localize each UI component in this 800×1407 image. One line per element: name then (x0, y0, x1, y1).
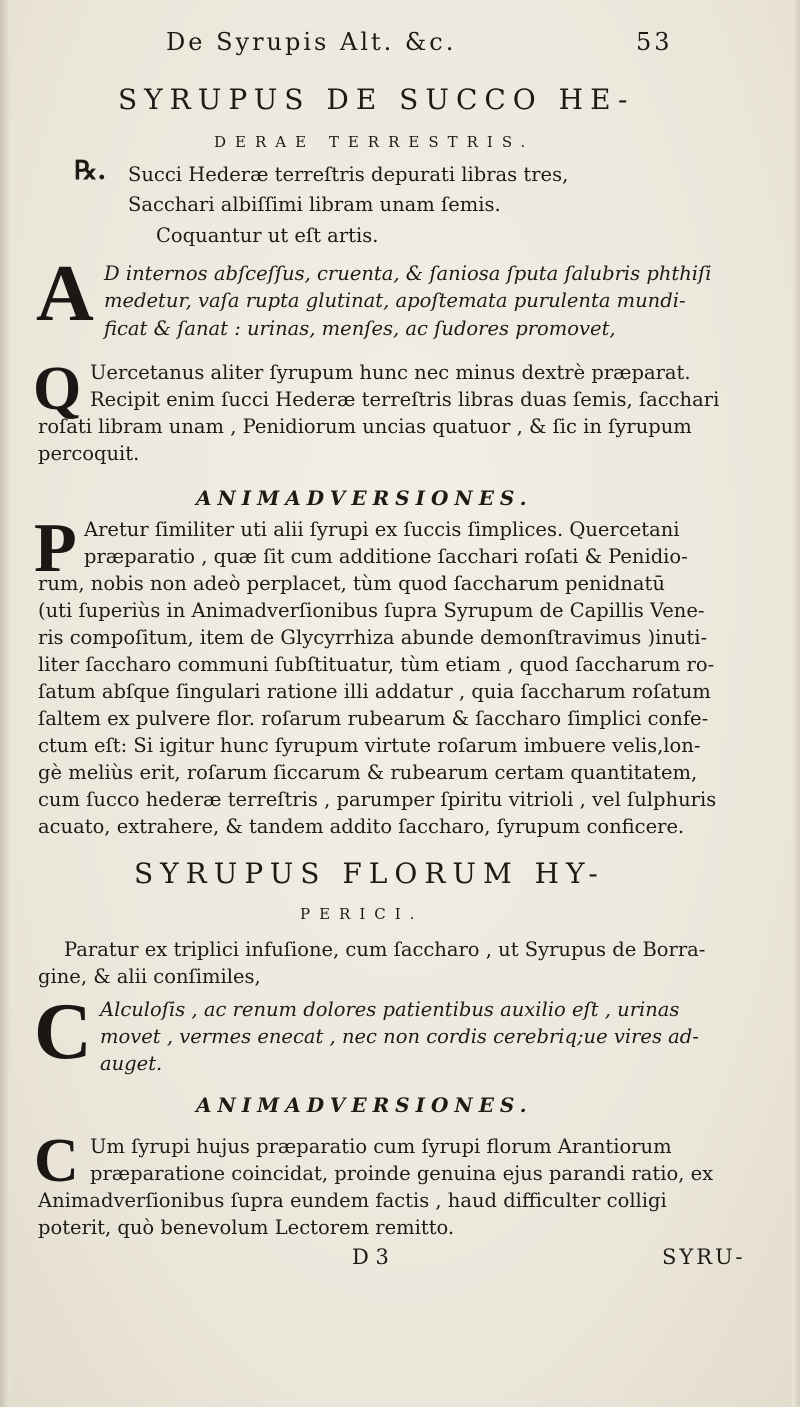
text-line: præparatio , quæ ſit cum additione ſacchari roſati & Penidio- (84, 545, 688, 568)
text-line: acuato, extrahere, & tandem addito ſaccharo, ſyrupum conficere. (38, 815, 685, 838)
section-title: SYRUPUS DE SUCCO HE- (118, 83, 635, 116)
virtue-line: ficat & ſanat : urinas, menſes, ac ſudores promovet, (104, 317, 616, 340)
text-line: liter ſaccharo communi ſubſtituatur, tùm etiam , quod ſaccharum ro- (38, 653, 715, 676)
virtue-line: medetur, vaſa rupta glutinat, apoſtemata purulenta mundi- (104, 289, 686, 312)
page-edge-left (0, 0, 10, 1407)
section-heading: ANIMADVERSIONES. (196, 1093, 533, 1117)
virtue-line: movet , vermes enecat , nec non cordis cerebriq;ue vires ad- (100, 1025, 699, 1048)
signature-mark: D 3 (352, 1245, 389, 1269)
drop-cap: A (36, 250, 94, 338)
drop-cap: P (34, 510, 77, 587)
text-line: gine, & alii conſimiles, (38, 965, 261, 988)
text-line: Um ſyrupi hujus præparatio cum ſyrupi florum Arantiorum (90, 1135, 672, 1158)
text-line: (uti ſuperiùs in Animadverſionibus ſupra Syrupum de Capillis Vene- (38, 599, 705, 622)
text-line: percoquit. (38, 442, 140, 465)
text-line: poterit, quò benevolum Lectorem remitto. (38, 1216, 455, 1239)
recipe-line: Sacchari albiſſimi libram unam ſemis. (128, 193, 501, 216)
text-line: ris compoſitum, item de Glycyrrhiza abunde demonſtravimus )inuti- (38, 626, 708, 649)
running-title: De Syrupis Alt. &c. (166, 28, 457, 56)
text-line: præparatione coincidat, proinde genuina ejus parandi ratio, ex (90, 1162, 714, 1185)
text-line: Recipit enim ſucci Hederæ terreſtris libras duas ſemis, ſacchari (90, 388, 720, 411)
section-title: SYRUPUS FLORUM HY- (134, 857, 605, 890)
virtue-line: auget. (100, 1052, 163, 1075)
text-line: ctum eſt: Si igitur hunc ſyrupum virtute roſarum imbuere velis,lon- (38, 734, 701, 757)
text-line: Animadverſionibus ſupra eundem factis , haud difficulter colligi (38, 1189, 667, 1212)
recipe-line: Coquantur ut eſt artis. (156, 224, 379, 247)
drop-cap: C (34, 988, 92, 1076)
text-line: Paratur ex triplici infuſione, cum ſaccharo , ut Syrupus de Borra- (64, 938, 706, 961)
section-heading: ANIMADVERSIONES. (196, 486, 533, 510)
text-line: Uercetanus aliter ſyrupum hunc nec minus dextrè præparat. (90, 361, 691, 384)
text-line: rum, nobis non adeò perplacet, tùm quod ſaccharum penidnatū (38, 572, 665, 595)
text-line: gè meliùs erit, roſarum ſiccarum & rubearum certam quantitatem, (38, 761, 698, 784)
recipe-symbol: ℞. (74, 156, 107, 186)
virtue-line: Alculoſis , ac renum dolores patientibus auxilio eſt , urinas (100, 998, 680, 1021)
drop-cap: Q (33, 355, 82, 423)
virtue-line: D internos abſceſſus, cruenta, & ſaniosa ſputa ſalubris phthiſi (104, 262, 712, 285)
catchword: SYRU- (662, 1245, 746, 1269)
section-subtitle: PERICI. (300, 905, 424, 923)
page-number: 53 (636, 28, 673, 56)
text-line: ſatum abſque ſingulari ratione illi addatur , quia ſaccharum roſatum (38, 680, 711, 703)
text-line: Aretur ſimiliter uti alii ſyrupi ex ſuccis ſimplices. Quercetani (84, 518, 680, 541)
text-line: roſati libram unam , Penidiorum uncias quatuor , & ſic in ſyrupum (38, 415, 692, 438)
drop-cap: C (34, 1127, 79, 1195)
text-line: cum ſucco hederæ terreſtris , parumper ſpiritu vitrioli , vel ſulphuris (38, 788, 717, 811)
text-line: ſaltem ex pulvere flor. roſarum rubearum & ſaccharo ſimplici confe- (38, 707, 709, 730)
recipe-line: Succi Hederæ terreſtris depurati libras tres, (128, 163, 569, 186)
page-edge-right (792, 0, 800, 1407)
section-subtitle: DERAE TERRESTRIS. (214, 133, 535, 151)
